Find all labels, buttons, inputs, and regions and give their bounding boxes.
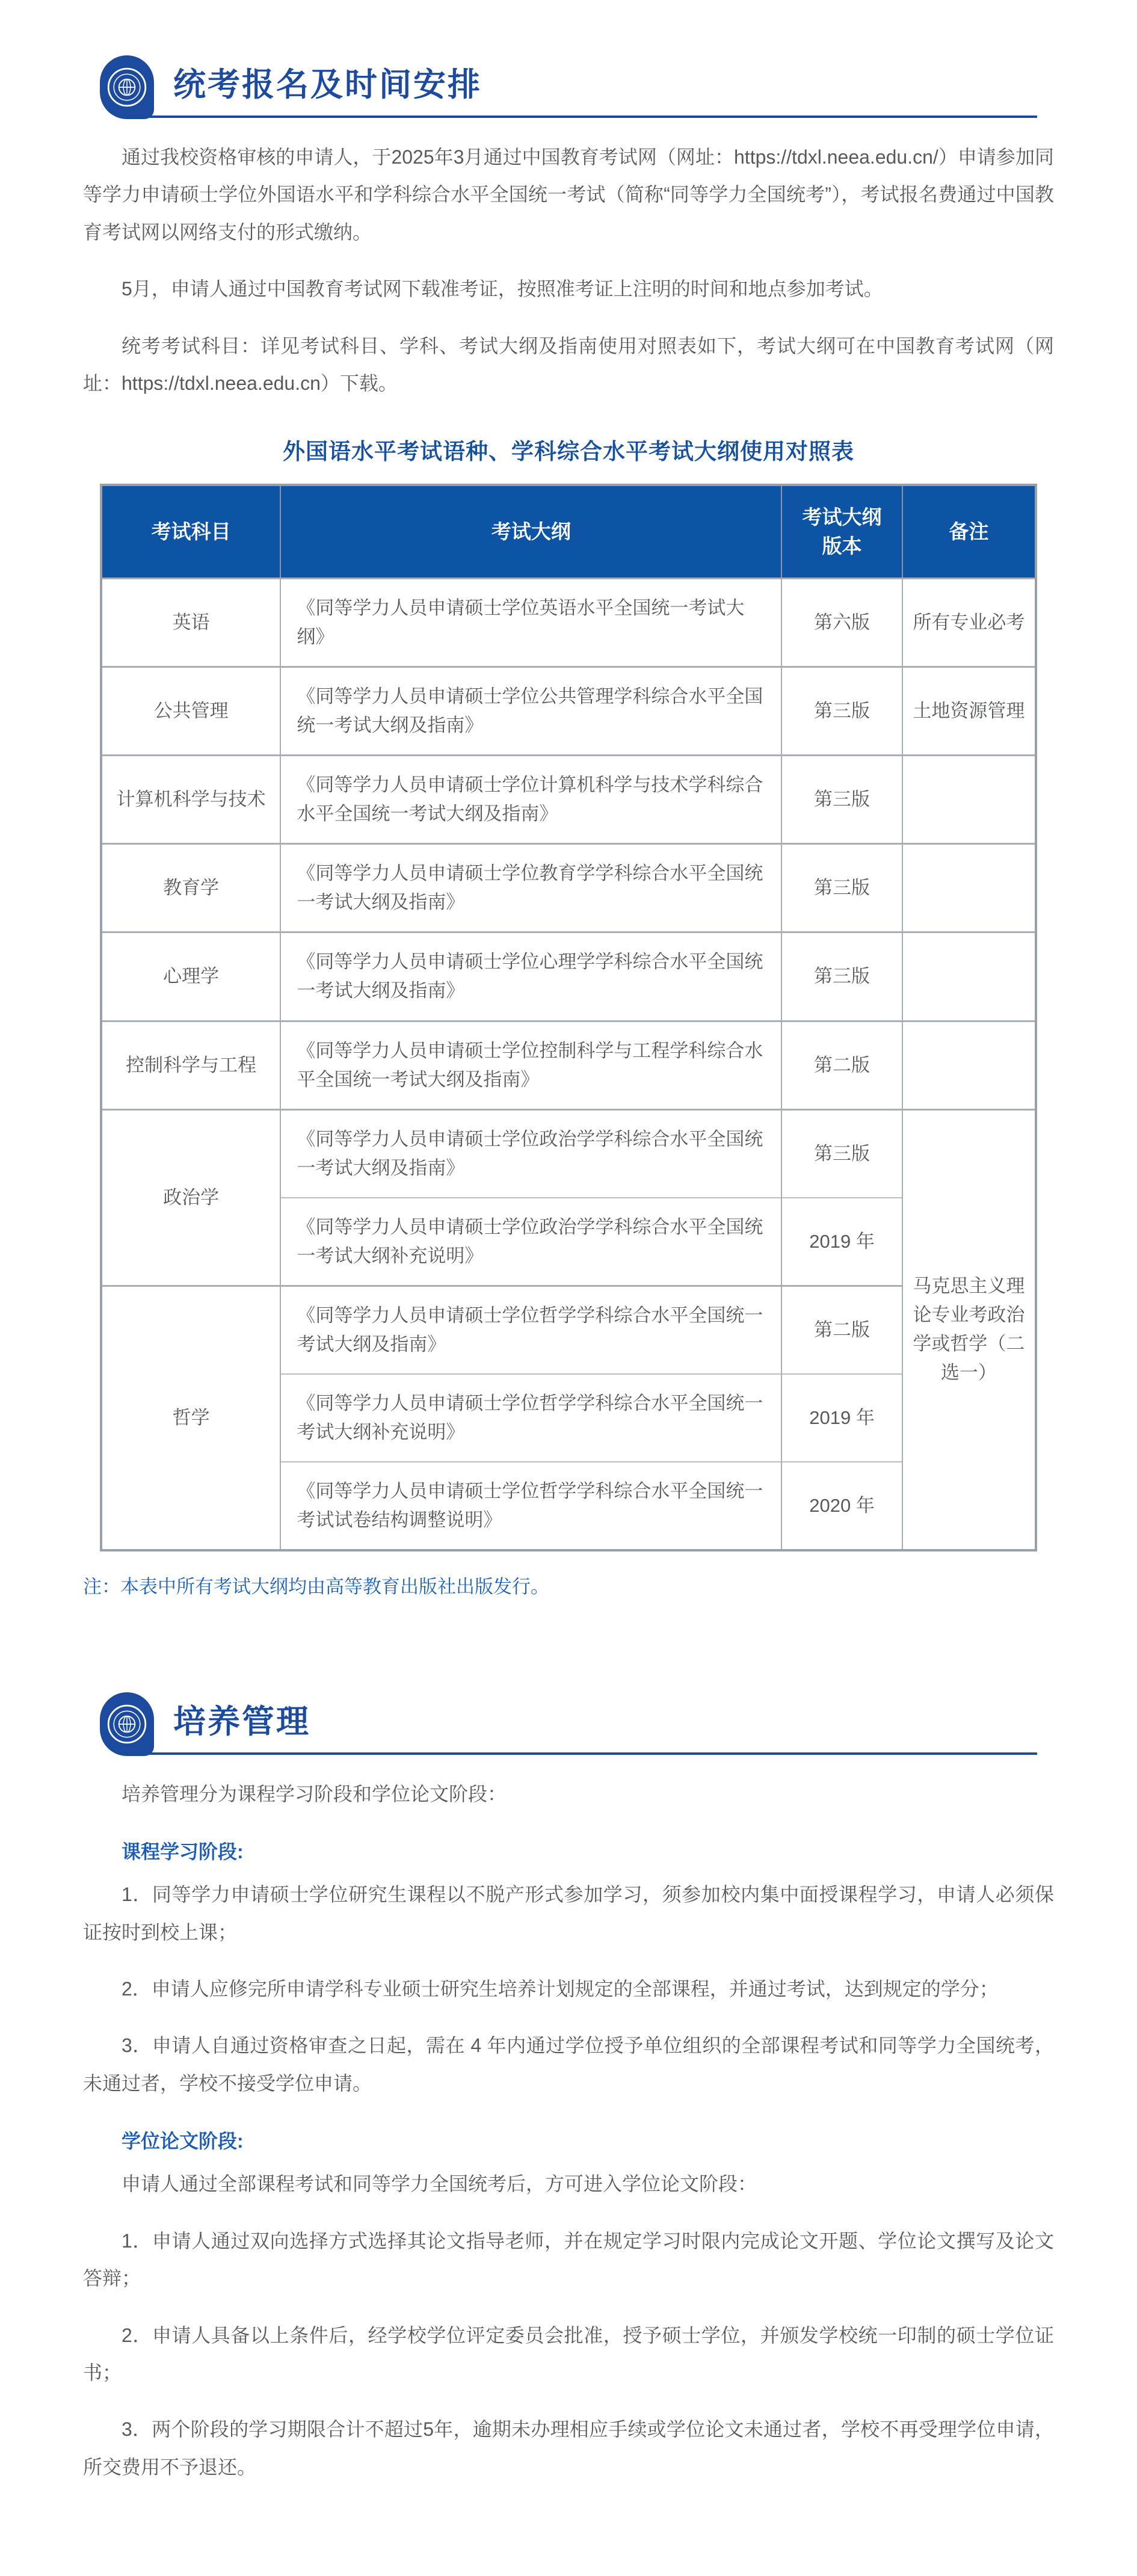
thesis-stage-intro: 申请人通过全部课程考试和同等学力全国统考后，方可进入学位论文阶段：	[122, 2173, 757, 2195]
thesis-stage-item: 2．申请人具备以上条件后，经学校学位评定委员会批准，授予硕士学位，并颁发学校统一印制的硕士学位证书；	[83, 2324, 1054, 2383]
cell-subject: 教育学	[101, 844, 280, 932]
cell-remark	[902, 844, 1036, 932]
paragraph-registration: 通过我校资格审核的申请人，于2025年3月通过中国教育考试网（网址：https://tdxl.neea.edu.cn/）申请参加同等学力申请硕士学位外国语水平和学科综合水平全国统一考试（简称“同等学力全国统考”），考试报名费通过中国教育考试网以网络支付的形式缴纳。	[83, 146, 1054, 243]
cell-version: 2019 年	[781, 1374, 902, 1462]
cell-subject: 控制科学与工程	[101, 1021, 280, 1109]
table-row	[101, 579, 1036, 667]
cell-outline: 《同等学力人员申请硕士学位哲学学科综合水平全国统一考试大纲补充说明》	[280, 1374, 781, 1462]
cell-outline: 《同等学力人员申请硕士学位控制科学与工程学科综合水平全国统一考试大纲及指南》	[280, 1021, 781, 1109]
cell-version: 第三版	[781, 932, 902, 1021]
table-row	[101, 932, 1036, 1021]
cell-subject: 心理学	[101, 932, 280, 1021]
cell-subject: 政治学	[101, 1109, 280, 1286]
subheading-course-stage: 课程学习阶段:	[122, 1841, 244, 1863]
cell-subject: 哲学	[101, 1286, 280, 1550]
thesis-stage-item: 1．申请人通过双向选择方式选择其论文指导老师，并在规定学习时限内完成论文开题、学位论文撰写及论文答辩；	[83, 2229, 1054, 2290]
cell-remark	[902, 1021, 1036, 1109]
paragraph-exam-subjects: 统考考试科目：详见考试科目、学科、考试大纲及指南使用对照表如下，考试大纲可在中国教育考试网（网址：https://tdxl.neea.edu.cn）下载。	[83, 334, 1054, 394]
cell-outline: 《同等学力人员申请硕士学位哲学学科综合水平全国统一考试试卷结构调整说明》	[280, 1462, 781, 1550]
section1-title: 统考报名及时间安排	[173, 67, 482, 103]
table-note: 注：本表中所有考试大纲均由高等教育出版社出版发行。	[83, 1576, 549, 1598]
cell-outline: 《同等学力人员申请硕士学位政治学学科综合水平全国统一考试大纲及指南》	[280, 1109, 781, 1198]
section-exam-registration	[83, 55, 1054, 1602]
cell-subject: 计算机科学与技术	[101, 756, 280, 844]
course-stage-item: 2．申请人应修完所申请学科专业硕士研究生培养计划规定的全部课程，并通过考试，达到规定的学分；	[122, 1978, 999, 2000]
col-header-subject: 考试科目	[101, 485, 280, 578]
cell-remark	[902, 756, 1036, 844]
cell-version: 2020 年	[781, 1462, 902, 1550]
cell-remark: 土地资源管理	[902, 667, 1036, 756]
paragraph-admission-ticket: 5月，申请人通过中国教育考试网下载准考证，按照准考证上注明的时间和地点参加考试。	[122, 278, 883, 300]
thesis-stage-item: 3．两个阶段的学习期限合计不超过5年，逾期未办理相应手续或学位论文未通过者，学校不再受理学位申请，所交费用不予退还。	[83, 2418, 1054, 2478]
cell-subject: 英语	[101, 579, 280, 667]
paragraph-training-intro: 培养管理分为课程学习阶段和学位论文阶段：	[122, 1783, 507, 1805]
section1-header	[100, 55, 1037, 119]
cell-version: 第三版	[781, 756, 902, 844]
table-row	[101, 1109, 1036, 1198]
cell-version: 2019 年	[781, 1198, 902, 1286]
globe-seal-icon	[106, 1704, 147, 1745]
table-row	[101, 667, 1036, 756]
table-title: 外国语水平考试语种、学科综合水平考试大纲使用对照表	[283, 439, 854, 464]
col-header-outline: 考试大纲	[280, 485, 781, 578]
cell-subject: 公共管理	[101, 667, 280, 756]
section2-title: 培养管理	[173, 1703, 310, 1740]
cell-outline: 《同等学力人员申请硕士学位计算机科学与技术学科综合水平全国统一考试大纲及指南》	[280, 756, 781, 844]
cell-remark	[902, 932, 1036, 1021]
table-row	[101, 1021, 1036, 1109]
table-header-row	[101, 485, 1036, 578]
cell-version: 第三版	[781, 844, 902, 932]
cell-version: 第六版	[781, 579, 902, 667]
cell-outline: 《同等学力人员申请硕士学位政治学学科综合水平全国统一考试大纲补充说明》	[280, 1198, 781, 1286]
section1-header-underline	[126, 116, 1037, 118]
col-header-version: 考试大纲版本	[781, 485, 902, 578]
course-stage-item: 3．申请人自通过资格审查之日起，需在 4 年内通过学位授予单位组织的全部课程考试和同等学力全国统考，未通过者，学校不接受学位申请。	[83, 2035, 1054, 2094]
section2-header-underline	[126, 1752, 1037, 1755]
cell-remark: 所有专业必考	[902, 579, 1036, 667]
col-header-remark: 备注	[902, 485, 1036, 578]
university-seal-logo	[100, 1692, 154, 1756]
section2-header	[100, 1692, 1037, 1756]
subheading-thesis-stage: 学位论文阶段:	[122, 2130, 244, 2152]
cell-version: 第二版	[781, 1286, 902, 1374]
table-row	[101, 844, 1036, 932]
cell-version: 第二版	[781, 1021, 902, 1109]
cell-outline: 《同等学力人员申请硕士学位公共管理学科综合水平全国统一考试大纲及指南》	[280, 667, 781, 756]
university-seal-logo	[100, 55, 154, 119]
cell-outline: 《同等学力人员申请硕士学位英语水平全国统一考试大纲》	[280, 579, 781, 667]
cell-outline: 《同等学力人员申请硕士学位心理学学科综合水平全国统一考试大纲及指南》	[280, 932, 781, 1021]
exam-outline-table	[100, 484, 1037, 1551]
cell-outline: 《同等学力人员申请硕士学位教育学学科综合水平全国统一考试大纲及指南》	[280, 844, 781, 932]
cell-remark-merged: 马克思主义理论专业考政治学或哲学（二选一）	[902, 1109, 1036, 1550]
section-training-management	[83, 1692, 1054, 2486]
table-row	[101, 756, 1036, 844]
cell-version: 第三版	[781, 1109, 902, 1198]
cell-version: 第三版	[781, 667, 902, 756]
table-row	[101, 1286, 1036, 1374]
globe-seal-icon	[106, 67, 147, 108]
course-stage-item: 1．同等学力申请硕士学位研究生课程以不脱产形式参加学习，须参加校内集中面授课程学习，申请人必须保证按时到校上课；	[83, 1884, 1054, 1943]
cell-outline: 《同等学力人员申请硕士学位哲学学科综合水平全国统一考试大纲及指南》	[280, 1286, 781, 1374]
